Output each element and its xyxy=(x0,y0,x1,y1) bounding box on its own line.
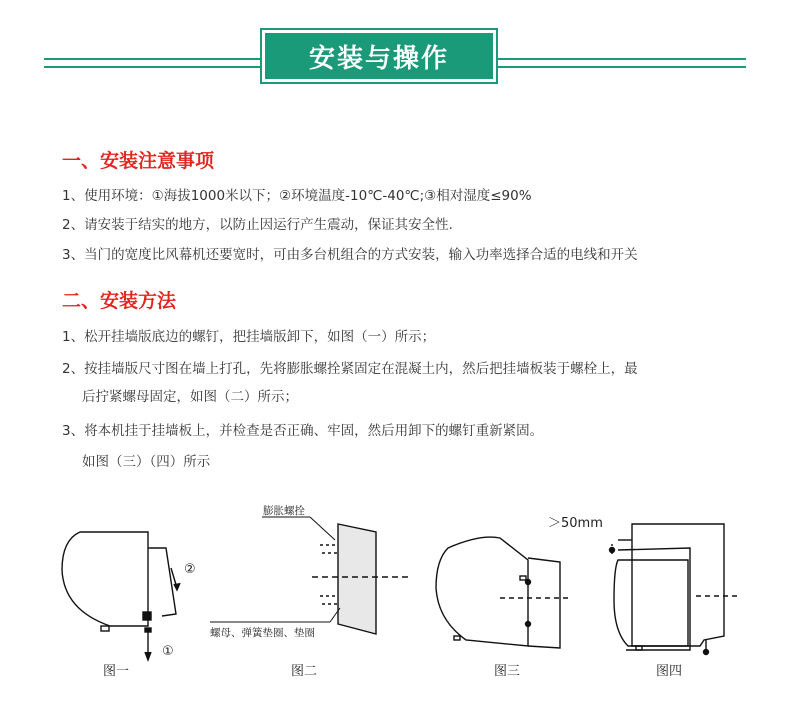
section2-item-2-cont: 后拧紧螺母固定，如图（二）所示； xyxy=(82,389,298,405)
section1-item-2: 2、请安装于结实的地方，以防止因运行产生震动，保证其安全性. xyxy=(62,217,453,233)
figure1-drawing xyxy=(62,532,180,660)
section2-title: 二、安装方法 xyxy=(62,290,177,312)
section2-item-3: 3、将本机挂于挂墙板上，并检查是否正确、牢固，然后用卸下的螺钉重新紧固。 xyxy=(62,423,544,439)
fig2-label: 图二 xyxy=(291,664,318,679)
fig3-label: 图三 xyxy=(494,664,521,679)
section2-item-3-cont: 如图（三）（四）所示 xyxy=(82,454,211,470)
figure4-drawing xyxy=(610,524,741,655)
section2-item-2: 2、按挂墙版尺寸图在墙上打孔，先将膨胀螺拴紧固定在混凝土内，然后把挂墙板装于螺栓上，最 xyxy=(62,361,638,377)
fig1-step1-marker: ① xyxy=(162,644,174,659)
fig1-step2-marker: ② xyxy=(184,562,196,577)
figure3-drawing xyxy=(436,537,572,648)
section1-item-3: 3、当门的宽度比风幕机还要宽时，可由多台机组合的方式安装，输入功率选择合适的电线和开关 xyxy=(62,247,638,263)
fig1-label: 图一 xyxy=(103,664,130,679)
section2-item-1: 1、松开挂墙版底边的螺钉，把挂墙版卸下，如图（一）所示； xyxy=(62,329,436,345)
fig4-label: 图四 xyxy=(656,664,683,679)
banner-title: 安装与操作 xyxy=(308,43,449,74)
section1-title: 一、安装注意事项 xyxy=(62,150,215,172)
figure2-drawing xyxy=(210,517,410,634)
section1-item-1: 1、使用环境：①海拔1000米以下；②环境温度-10℃-40℃;③相对湿度≤90% xyxy=(62,188,532,204)
fig3-gap-label: ＞50mm xyxy=(548,516,603,531)
fig2-bolt-label: 膨胀螺拴 xyxy=(263,505,305,517)
fig2-nut-label: 螺母、弹簧垫圈、垫圈 xyxy=(210,627,315,639)
